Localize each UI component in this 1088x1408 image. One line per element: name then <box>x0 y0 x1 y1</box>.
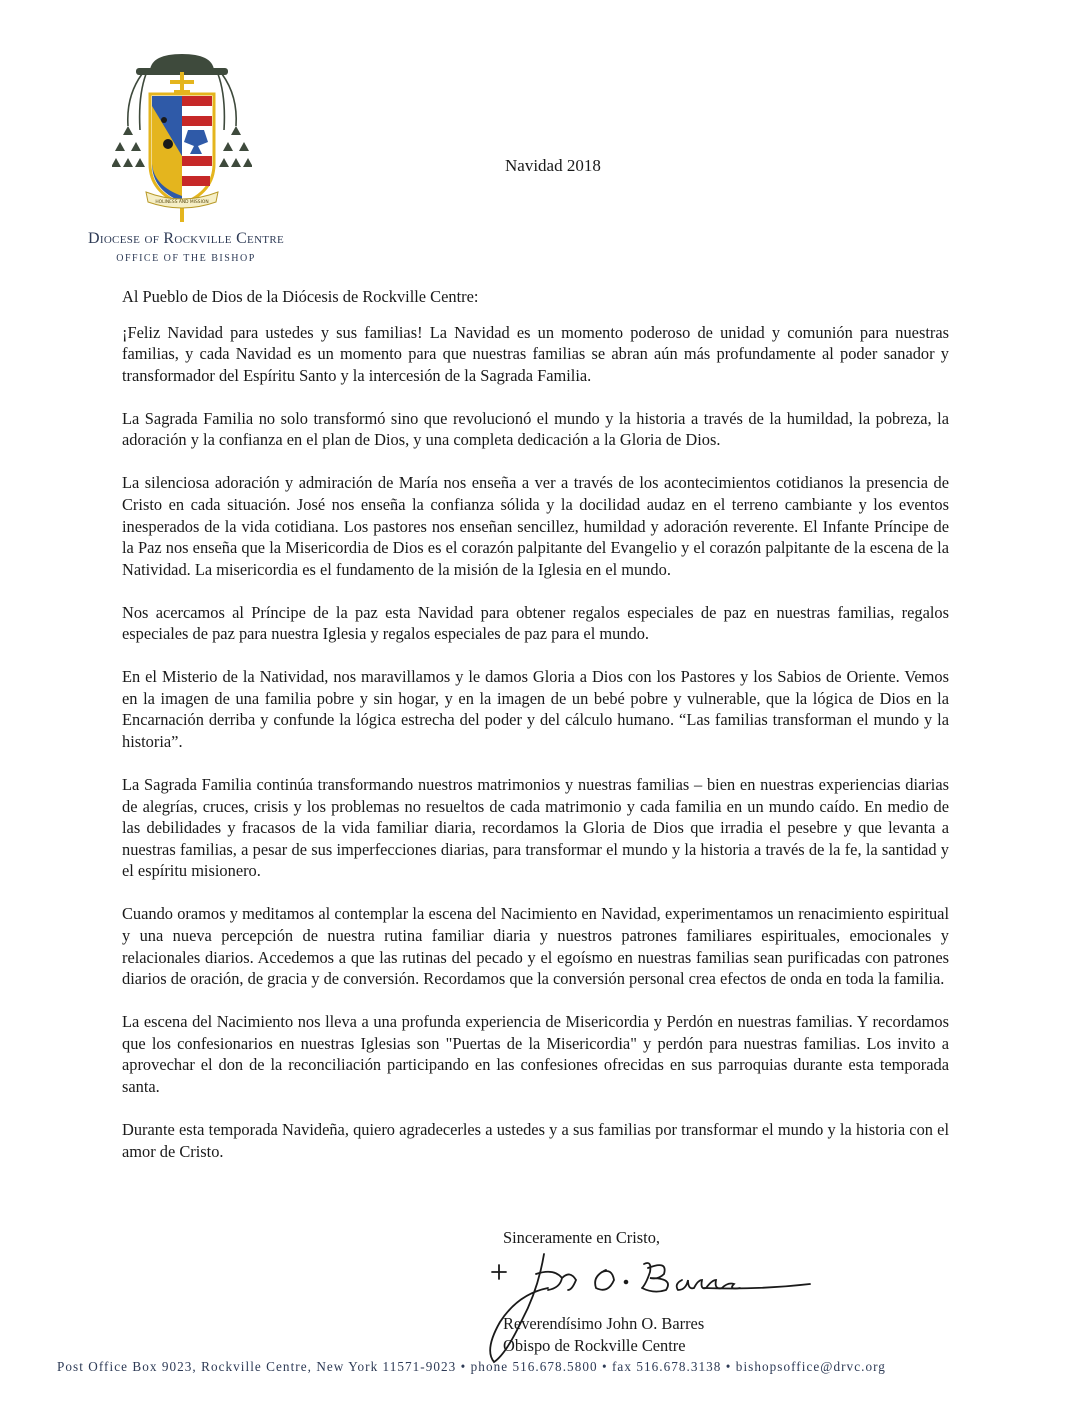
letter-body <box>122 286 949 1184</box>
paragraph: La Sagrada Familia no solo transformó sino que revolucionó el mundo y la historia a través de la humildad, la pobreza, la adoración y la confianza en el plan de Dios, y una completa dedicación a la Gloria de Dios. <box>122 408 949 450</box>
paragraph: Cuando oramos y meditamos al contemplar la escena del Nacimiento en Navidad, experimentamos un renacimiento espiritual y una nueva percepción de nuestra rutina familiar diaria y nuestros patrones familiares espirituales, emocionales y relacionales diarios. Accedemos a que las rutinas del pecado y el egoísmo en nuestras familias sean purificadas con patrones diarios de oración, de gracia y de conversión. Recordamos que la conversión personal crea efectos de onda en toda la familia. <box>122 904 949 989</box>
organization-name: Diocese of Rockville Centre <box>88 230 284 247</box>
paragraph: La silenciosa adoración y admiración de María nos enseña a ver a través de los acontecimientos cotidianos la presencia de Cristo en cada situación. José nos enseña la confianza sólida y la docilidad audaz en el terreno cambiante y los eventos inesperados de la vida cotidiana. Los pastores nos enseñan sencillez, humildad y adoración reverente. El Infante Príncipe de la Paz nos enseña que la Misericordia de Dios es el corazón palpitante del Evangelio y el corazón palpitante de la escena de la Natividad. La misericordia es el fundamento de la misión de la Iglesia en el mundo. <box>122 473 949 579</box>
letter-date: Navidad 2018 <box>505 156 601 175</box>
salutation: Al Pueblo de Dios de la Diócesis de Rockville Centre: <box>122 287 479 306</box>
closing: Sinceramente en Cristo, <box>503 1228 661 1247</box>
svg-text:HOLINESS AND MISSION: HOLINESS AND MISSION <box>155 200 209 205</box>
paragraph: La Sagrada Familia continúa transformando nuestros matrimonios y nuestras familias – bien en nuestras experiencias diarias de alegrías, cruces, crisis y los problemas no resueltos de cada matrimonio y cada familia en un mundo caído. En medio de las debilidades y fracasos de la vida familiar diaria, recordamos la Gloria de Dios que irradia el pesebre y que levanta a nuestras familias, a pesar de sus imperfecciones diarias, para transformar el mundo y la historia a través de la fe, la santidad y el espíritu misionero. <box>122 775 949 881</box>
paragraph: ¡Feliz Navidad para ustedes y sus familias! La Navidad es un momento poderoso de unidad y comunión para nuestras familias, y cada Navidad es un momento para que nuestras familias se abran aún más profundamente al poder sanador y transformador del Espíritu Santo y la intercesión de la Sagrada Familia. <box>122 322 949 385</box>
coat-of-arms-icon <box>112 46 252 226</box>
letterhead-footer: Post Office Box 9023, Rockville Centre, New York 11571-9023 • phone 516.678.5800 • fax 516.678.3138 • bishopsoffice@drvc.org <box>57 1359 886 1374</box>
paragraph: Durante esta temporada Navideña, quiero agradecerles a ustedes y a sus familias por transformar el mundo y la historia con el amor de Cristo. <box>122 1119 949 1161</box>
paragraph: En el Misterio de la Natividad, nos maravillamos y le damos Gloria a Dios con los Pastores y los Sabios de Oriente. Vemos en la imagen de una familia pobre y sin hogar, y en la imagen de un bebé pobre y vulnerable, que la lógica de Dios en la Encarnación derriba y confunde la lógica estrecha del poder y del cálculo humano. “Las familias transforman el mundo y la historia”. <box>122 667 949 752</box>
signer-title: Obispo de Rockville Centre <box>503 1336 686 1355</box>
office-name: OFFICE OF THE BISHOP <box>116 253 256 264</box>
paragraph: Nos acercamos al Príncipe de la paz esta Navidad para obtener regalos especiales de paz en nuestras familias, regalos especiales de paz para nuestra Iglesia y regalos especiales de paz para el mundo. <box>122 602 949 644</box>
signer-name: Reverendísimo John O. Barres <box>503 1314 705 1333</box>
paragraph: La escena del Nacimiento nos lleva a una profunda experiencia de Misericordia y Perdón en nuestras familias. Y recordamos que los confesionarios en nuestras Iglesias son "Puertas de la Misericordia" y perdón para nuestras familias. Los invito a aprovechar el don de la reconciliación participando en las confesiones ofrecidas en sus parroquias durante esta temporada santa. <box>122 1012 949 1096</box>
